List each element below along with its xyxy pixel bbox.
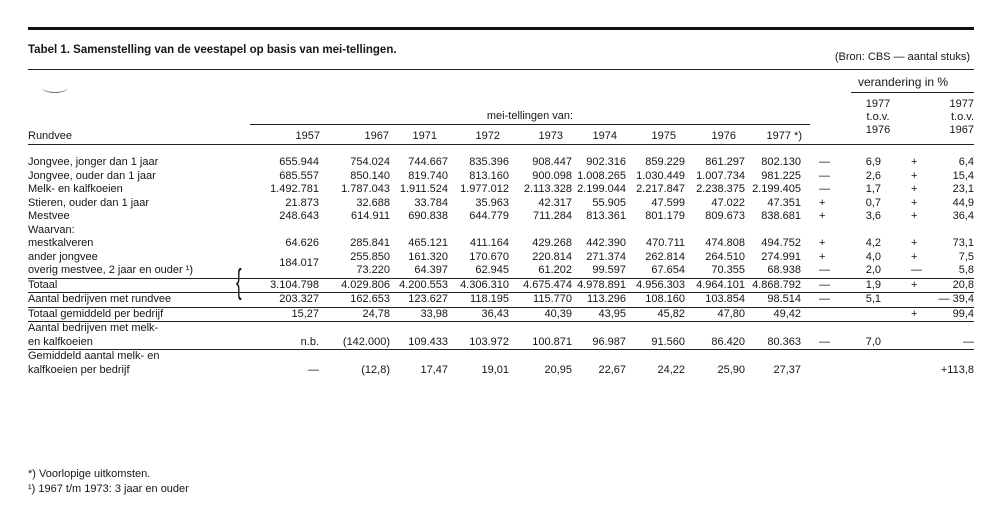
rundvee-label: Rundvee xyxy=(28,130,73,142)
table-row: Jongvee, ouder dan 1 jaar 685.557 850.140 819.740 813.160 900.098 1.008.265 1.030.449 1.007.734 981.225 — 2,6 + 15,4 xyxy=(28,169,974,182)
livestock-table xyxy=(28,156,974,377)
year-1972: 1972 xyxy=(475,130,500,142)
table-title: Tabel 1. Samenstelling van de veestapel op basis van mei-tellingen. xyxy=(28,44,397,56)
totaal-row: Totaal 3.104.798 4.029.806 4.200.553 4.306.310 4.675.474 4.978.891 4.956.303 4.964.101 4.868.792 — 1,9 + 20,8 xyxy=(28,278,974,291)
table-row: overig mestvee, 2 jaar en ouder ¹) 73.220 64.397 62.945 61.202 99.597 67.654 70.355 68.938 — 2,0 — 5,8 xyxy=(28,264,974,276)
table-row: Mestvee 248.643 614.911 690.838 644.779 711.284 813.361 801.179 809.673 838.681 + 3,6 + 36,4 xyxy=(28,210,974,222)
change-header-rule xyxy=(851,92,974,93)
top-rule xyxy=(28,27,974,30)
footnote-2: ¹) 1967 t/m 1973: 3 jaar en ouder xyxy=(28,483,189,495)
table-row: Waarvan: xyxy=(28,223,75,236)
table-row: Stieren, ouder dan 1 jaar 21.873 32.688 33.784 35.963 42.317 55.905 47.599 47.022 47.351 + 0,7 + 44,9 xyxy=(28,196,974,209)
bedrijven-row: Aantal bedrijven met rundvee 203.327 162.653 123.627 118.195 115.770 113.296 108.160 103.854 98.514 — 5,1 — 39,4 xyxy=(28,293,974,305)
change-col-2-header: 1977 t.o.v. 1967 xyxy=(949,98,974,136)
brace-symbol: { xyxy=(236,263,242,301)
table-row: Jongvee, jonger dan 1 jaar 655.944 754.024 744.667 835.396 908.447 902.316 859.229 861.297 802.130 — 6,9 + 6,4 xyxy=(28,156,974,168)
years-rule xyxy=(250,124,810,125)
footnote-1: *) Voorlopige uitkomsten. xyxy=(28,468,151,480)
melk-gemiddeld-row: Gemiddeld aantal melk- en kalfkoeien per bedrijf — (12,8) 17,47 19,01 20,95 22,67 24,22 25,90 27,37 +113,8 xyxy=(28,350,974,376)
change-col-1-header: 1977 t.o.v. 1976 xyxy=(865,98,891,136)
year-1977: 1977 *) xyxy=(766,130,802,142)
scan-smudge xyxy=(42,82,68,93)
header-rule-bottom xyxy=(28,144,974,145)
year-1974: 1974 xyxy=(592,130,617,142)
footnotes xyxy=(28,467,189,497)
source-note: (Bron: CBS — aantal stuks) xyxy=(834,51,970,63)
melk-bedrijven-row: Aantal bedrijven met melk- en kalfkoeien n.b. (142.000) 109.433 103.972 100.871 96.987 91.560 86.420 80.363 — 7,0 — xyxy=(28,322,974,348)
table-row: mestkalveren 64.626 285.841 465.121 411.164 429.268 442.390 470.711 474.808 494.752 + 4,2 + 73,1 xyxy=(28,237,974,249)
header-rule-top xyxy=(28,69,974,70)
year-1973: 1973 xyxy=(538,130,563,142)
change-header: verandering in % xyxy=(858,75,949,89)
gemiddeld-row: Totaal gemiddeld per bedrijf 15,27 24,78 33,98 36,43 40,39 43,95 45,82 47,80 49,42 + 99,4 xyxy=(28,307,974,320)
year-1975: 1975 xyxy=(651,130,676,142)
table-row: ander jongvee 184.017 255.850 161.320 170.670 220.814 271.374 262.814 264.510 274.991 + 4,0 + 7,5 xyxy=(28,250,974,270)
year-1957: 1957 xyxy=(295,130,320,142)
table-row: Melk- en kalfkoeien 1.492.781 1.787.043 1.911.524 1.977.012 2.113.328 2.199.044 2.217.847 2.238.375 2.199.405 — 1,7 + 23,1 xyxy=(28,183,974,195)
year-1971: 1971 xyxy=(412,130,437,142)
year-1976: 1976 xyxy=(711,130,736,142)
mei-tellingen-header: mei-tellingen van: xyxy=(486,110,574,122)
year-1967: 1967 xyxy=(364,130,389,142)
